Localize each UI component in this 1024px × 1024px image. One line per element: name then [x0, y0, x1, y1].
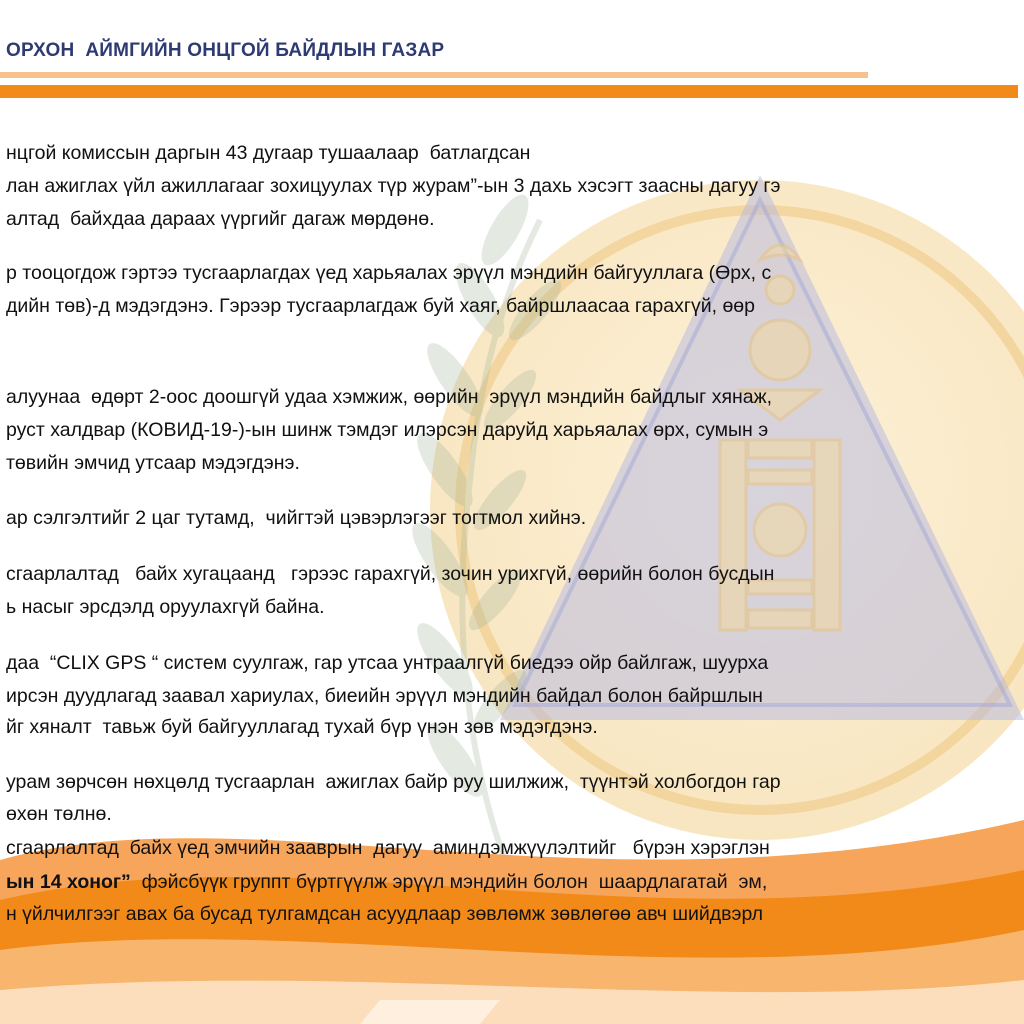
paragraph-line: ь насыг эрсдэлд оруулахгүй байна. [6, 596, 325, 618]
paragraph-text: фэйсбүүк группт бүртгүүлж эрүүл мэндийн болон шаардлагатай эм, [130, 871, 768, 893]
group-name: ын 14 хоног” [6, 871, 131, 893]
paragraph-line: алтад байхдаа дараах үүргийг дагаж мөрдөнө. [6, 208, 435, 230]
paragraph-line: р тооцогдож гэртээ тусгаарлагдах үед харьяалах эрүүл мэндийн байгууллага (Өрх, с [6, 262, 772, 284]
paragraph-line: н үйлчилгээг авах ба бусад тулгамдсан асуудлаар зөвлөмж зөвлөгөө авч шийдвэрл [6, 903, 764, 925]
paragraph-line: алуунаа өдөрт 2-оос доошгүй удаа хэмжиж, өөрийн эрүүл мэндийн байдлыг хянаж, [6, 386, 773, 408]
paragraph-line: лан ажиглах үйл ажиллагааг зохицуулах түр журам”-ын 3 дахь хэсэгт заасны дагуу гэ [6, 175, 781, 197]
paragraph-line: даа “CLIX GPS “ систем суулгаж, гар утсаа унтраалгүй биедээ ойр байлгаж, шуурха [6, 652, 769, 674]
paragraph-line: йг хяналт тавьж буй байгууллагад тухай бүр үнэн зөв мэдэгдэнэ. [6, 716, 598, 738]
paragraph-line: дийн төв)-д мэдэгдэнэ. Гэрээр тусгаарлагдаж буй хаяг, байршлаасаа гарахгүй, өөр [6, 295, 755, 317]
paragraph-line: руст халдвар (КОВИД-19-)-ын шинж тэмдэг илэрсэн даруйд харьяалах өрх, сумын э [6, 419, 769, 441]
paragraph-line: ар сэлгэлтийг 2 цаг тутамд, чийгтэй цэвэрлэгээг тогтмол хийнэ. [6, 507, 587, 529]
paragraph-line: төвийн эмчид утсаар мэдэгдэнэ. [6, 452, 300, 474]
page-title: ОРХОН АЙМГИЙН ОНЦГОЙ БАЙДЛЫН ГАЗАР [6, 40, 445, 61]
paragraph-line: урам зөрчсөн нөхцөлд тусгаарлан ажиглах байр руу шилжиж, түүнтэй холбогдон гар [6, 771, 781, 793]
paragraph-line: нцгой комиссын даргын 43 дугаар тушаалаар батлагдсан [6, 142, 531, 164]
paragraph-line: өхөн төлнө. [6, 803, 112, 825]
paragraph-line: сгаарлалтад байх хугацаанд гэрээс гарахгүй, зочин урихгүй, өөрийн болон бусдын [6, 563, 775, 585]
paragraph-line: ирсэн дуудлагад заавал хариулах, биеийн эрүүл мэндийн байдал болон байршлын [6, 685, 763, 707]
paragraph-line: сгаарлалтад байх үед эмчийн зааврын дагуу аминдэмжүүлэлтийг бүрэн хэрэглэн [6, 837, 770, 859]
paragraph-line [6, 871, 767, 893]
